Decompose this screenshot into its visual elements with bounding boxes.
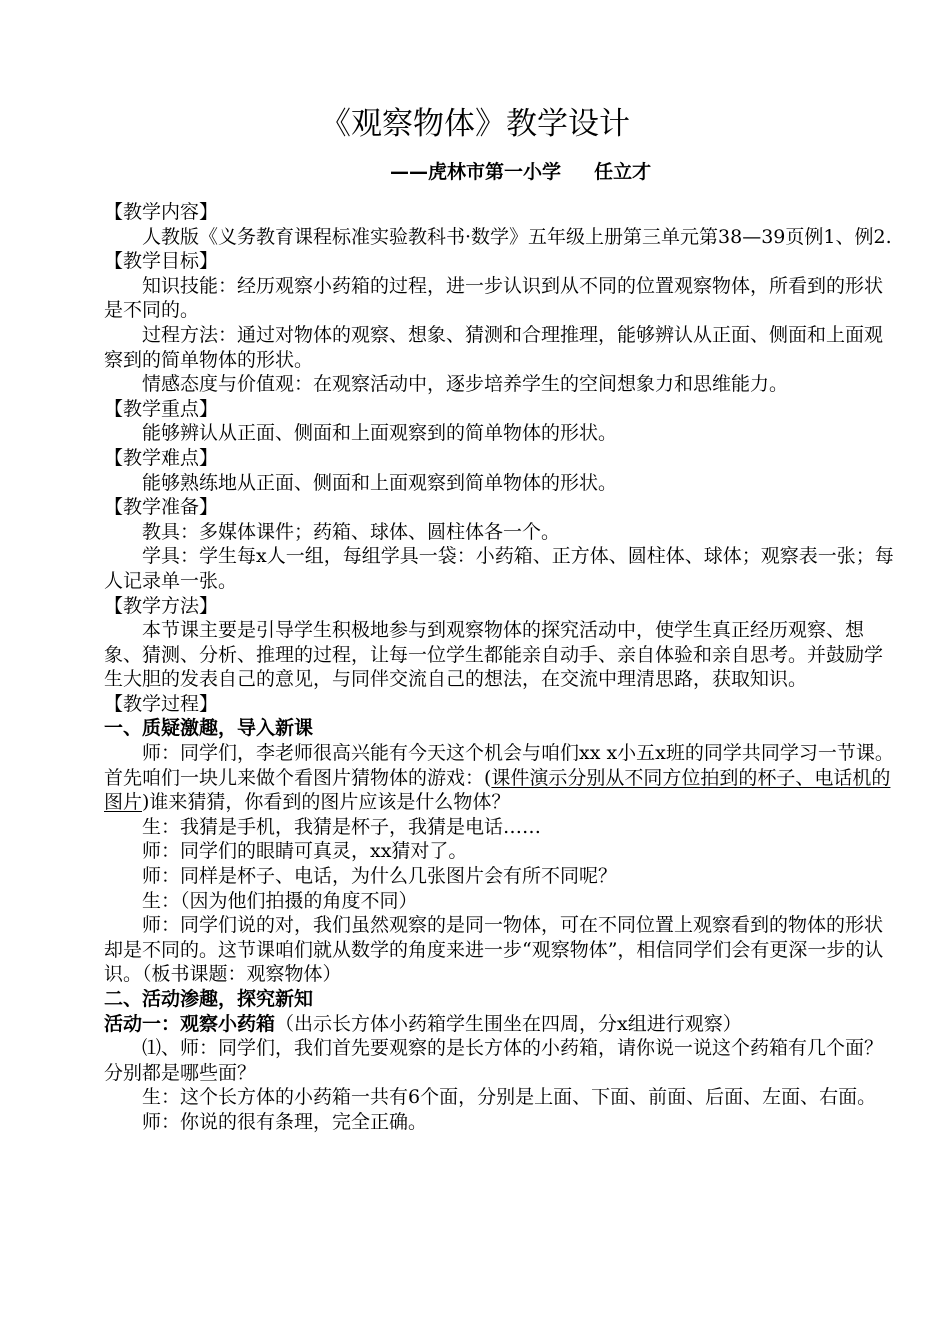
- paragraph-method: 本节课主要是引导学生积极地参与到观察物体的探究活动中，使学生真正经历观察、想象、猜测、分析、推理的过程，让每一位学生都能亲自动手、亲自体验和亲自思考。并鼓励学生大胆的发表自己的意见，与同伴交流自己的想法，在交流中理清思路，获取知识。: [104, 619, 884, 691]
- paragraph-goal-attitude: 情感态度与价值观：在观察活动中，逐步培养学生的空间想象力和思维能力。: [142, 373, 789, 396]
- paragraph-content: 人教版《义务教育课程标准实验教科书·数学》五年级上册第三单元第38—39页例1、例2.: [142, 225, 892, 248]
- paragraph-teaching-aids: 教具：多媒体课件；药箱、球体、圆柱体各一个。: [142, 520, 561, 543]
- activity-one-note: （出示长方体小药箱学生围坐在四周，分x组进行观察）: [275, 1012, 742, 1035]
- text-run: )谁来猜猜，你看到的图片应该是什么物体？: [142, 791, 511, 814]
- activity-one-line: [104, 1012, 894, 1037]
- paragraph-student-faces: 生：这个长方体的小药箱一共有6个面，分别是上面、下面、前面、后面、左面、右面。: [142, 1086, 877, 1109]
- section-heading-explore: 二、活动渗趣，探究新知: [104, 988, 314, 1010]
- paragraph-teacher-confirm: 师：你说的很有条理，完全正确。: [142, 1110, 428, 1133]
- heading-difficulty: 【教学难点】: [104, 446, 219, 469]
- document-title: 《观察物体》教学设计: [320, 106, 630, 142]
- paragraph-goal-knowledge: 知识技能：经历观察小药箱的过程，进一步认识到从不同的位置观察物体，所看到的形状是不同的。: [104, 274, 884, 322]
- paragraph-teacher-praise: 师：同学们的眼睛可真灵，xx猜对了。: [142, 840, 468, 863]
- paragraph-student-answer: 生：（因为他们拍摄的角度不同）: [142, 889, 418, 912]
- heading-key-point: 【教学重点】: [104, 397, 219, 420]
- paragraph-goal-process: 过程方法：通过对物体的观察、想象、猜测和合理推理，能够辨认从正面、侧面和上面观察到的简单物体的形状。: [104, 323, 884, 371]
- heading-goal: 【教学目标】: [104, 250, 219, 273]
- paragraph-teacher-summary: 师：同学们说的对，我们虽然观察的是同一物体，可在不同位置上观察看到的物体的形状却是不同的。这节课咱们就从数学的角度来进一步“观察物体”，相信同学们会有更深一步的认识。（板书课题：观察物体）: [104, 914, 884, 986]
- paragraph-key-point: 能够辨认从正面、侧面和上面观察到的简单物体的形状。: [142, 422, 618, 445]
- paragraph-teacher-intro: [104, 741, 894, 815]
- underlined-courseware-note: 课件演示分别从不同方位拍到的杯子、电话机的图片: [104, 766, 891, 814]
- paragraph-teacher-question: 师：同样是杯子、电话，为什么几张图片会有所不同呢？: [142, 865, 618, 888]
- paragraph-difficulty: 能够熟练地从正面、侧面和上面观察到简单物体的形状。: [142, 471, 618, 494]
- document-body: [104, 200, 894, 1135]
- heading-method: 【教学方法】: [104, 594, 219, 617]
- paragraph-teacher-medicine-box: ⑴、师：同学们，我们首先要观察的是长方体的小药箱，请你说一说这个药箱有几个面？分别都是哪些面？: [104, 1037, 884, 1084]
- paragraph-student-guess: 生：我猜是手机，我猜是杯子，我猜是电话……: [142, 815, 542, 838]
- author-line: ——虎林市第一小学 任立才: [390, 161, 652, 183]
- activity-one-label: 活动一：观察小药箱: [104, 1012, 276, 1035]
- section-heading-intro: 一、质疑激趣，导入新课: [104, 717, 314, 740]
- paragraph-learning-aids: 学具：学生每x人一组，每组学具一袋：小药箱、正方体、圆柱体、球体；观察表一张；每人记录单一张。: [104, 545, 894, 592]
- heading-process: 【教学过程】: [104, 692, 219, 715]
- heading-content: 【教学内容】: [104, 201, 219, 223]
- heading-preparation: 【教学准备】: [104, 496, 219, 519]
- text-run: 师：同学们，李老师很高兴能有今天这个机会与咱们xx x小五x班的同学共同学习一节课。首先咱们一块儿来做个看图片猜物体的游戏：(: [104, 742, 894, 789]
